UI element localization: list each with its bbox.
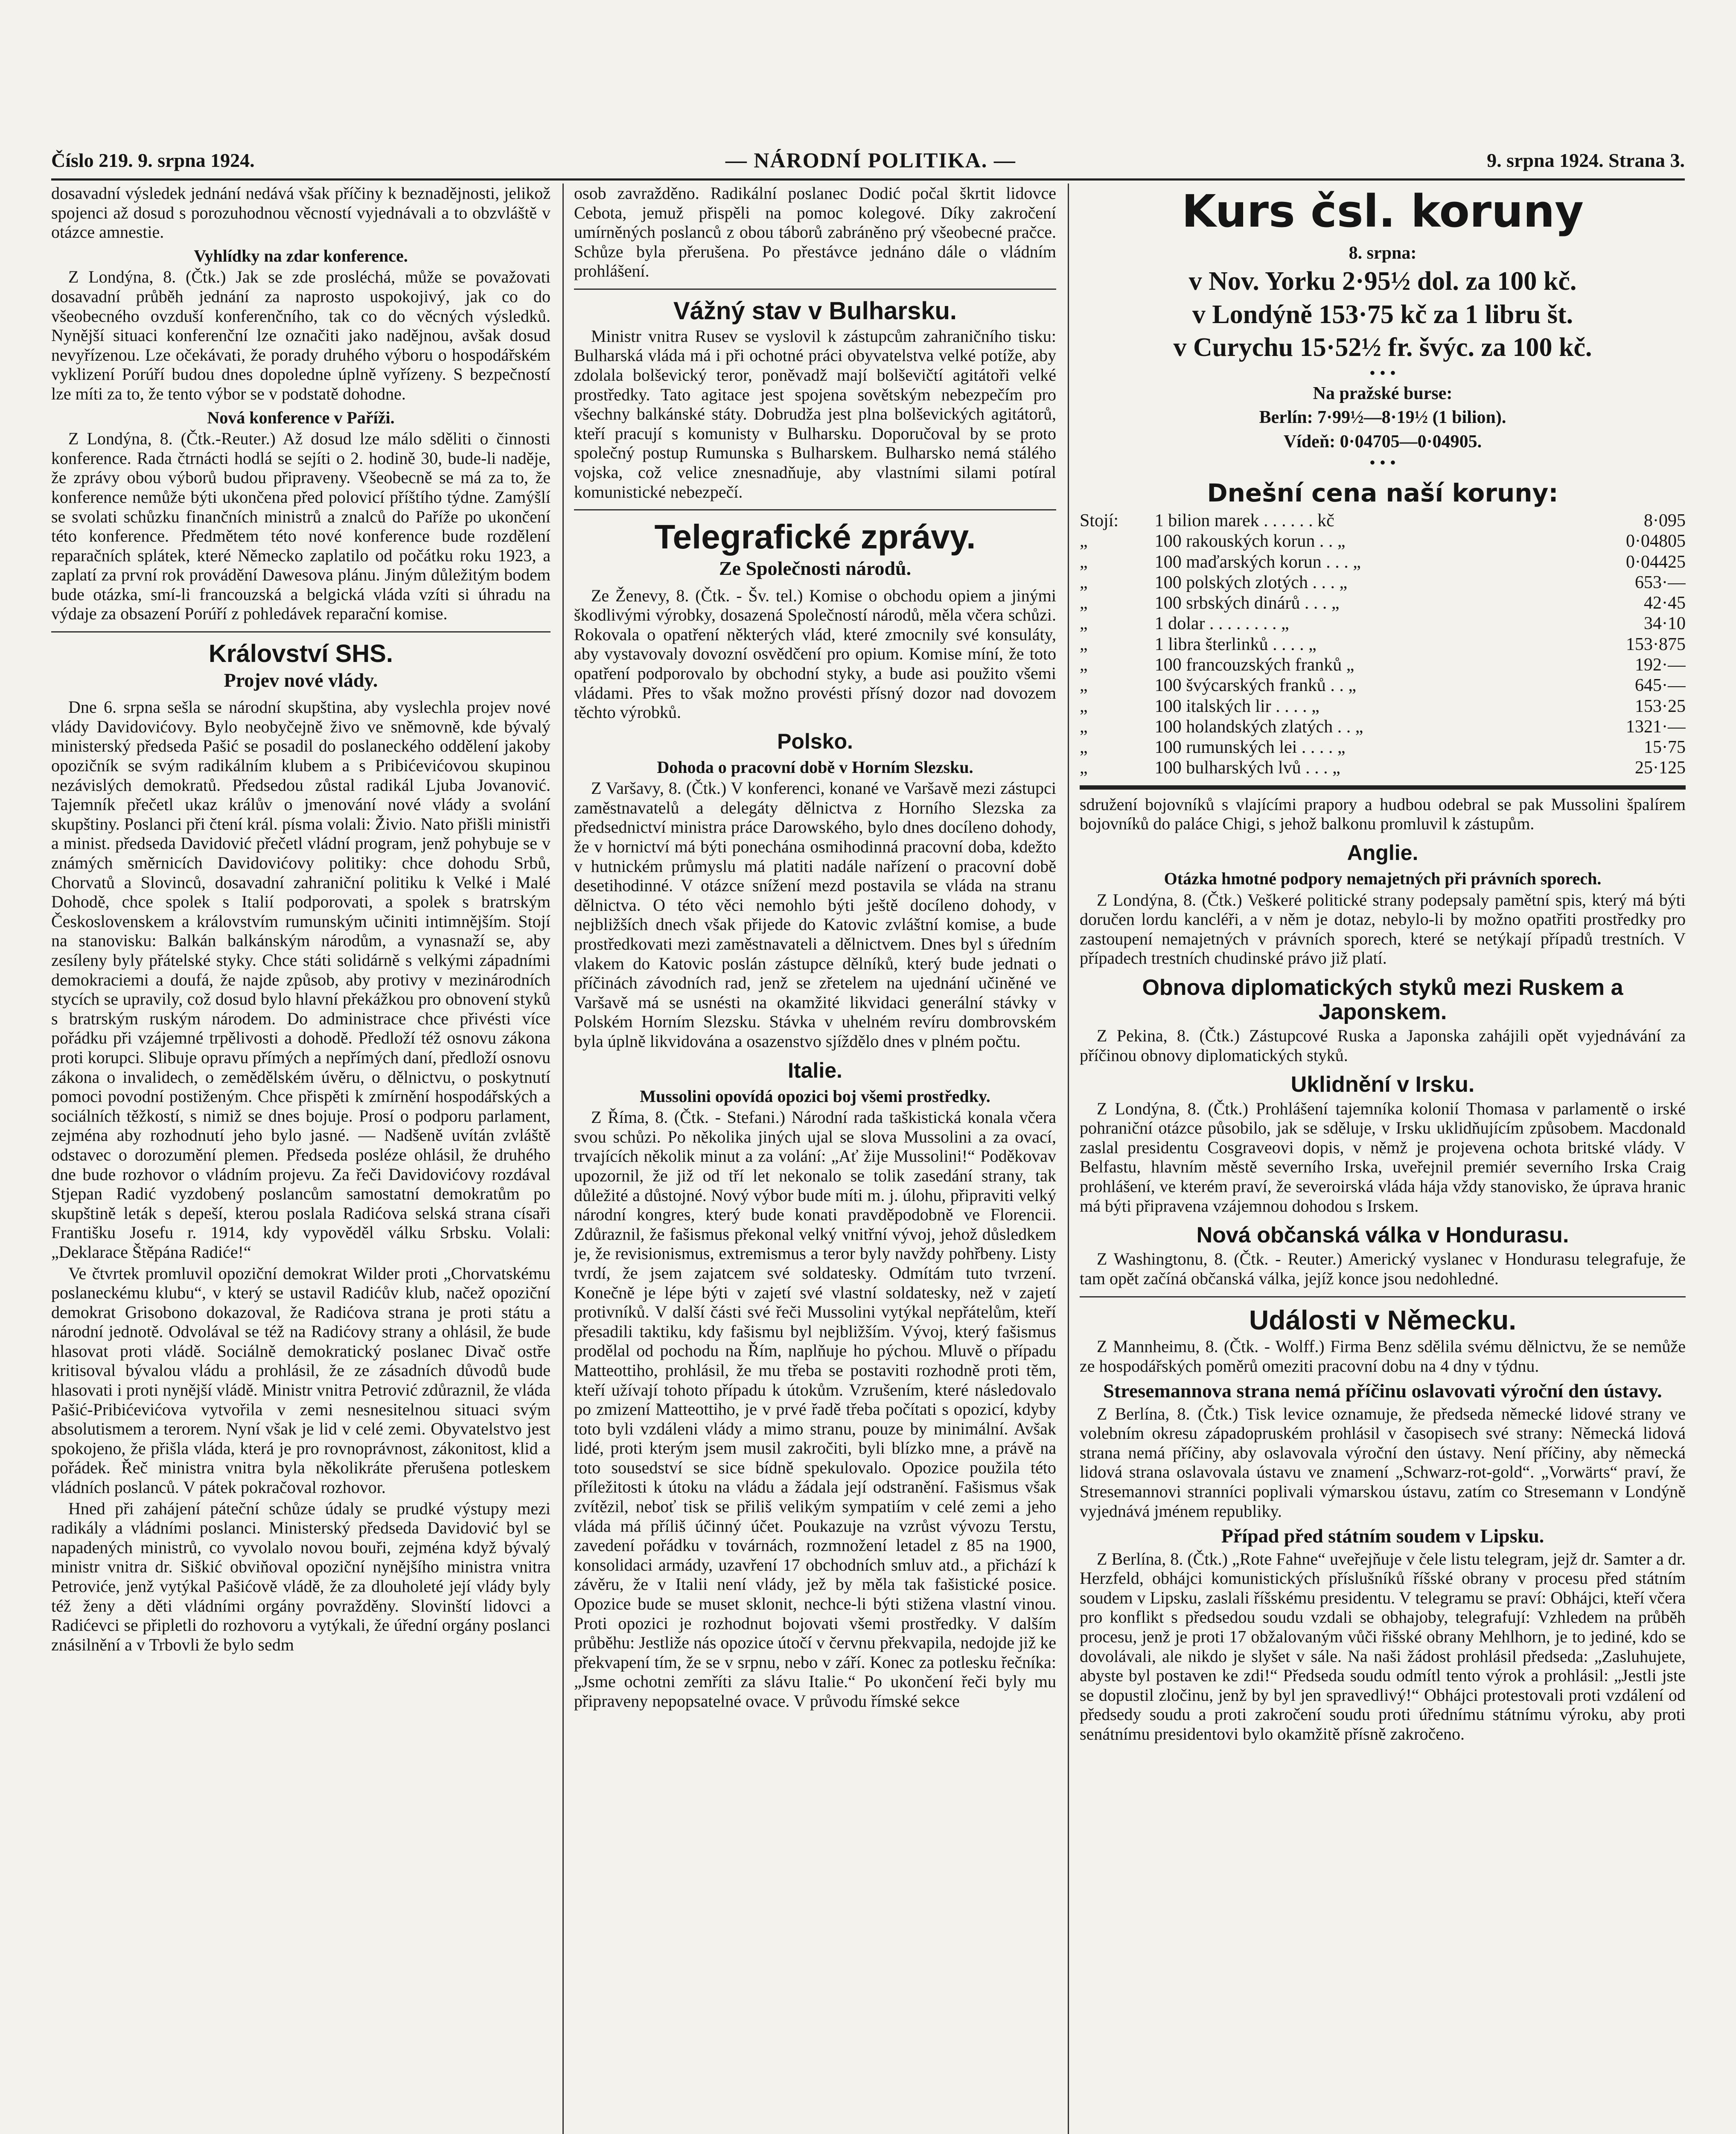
article-body: Z Varšavy, 8. (Čtk.) V konferenci, konané ve Varšavě mezi zástupci zaměstnavatelů a delegáty dělnictva z Horního Slezska za předsednictví ministra práce Darowského, bylo dnes docíleno dohody, že v hornictví má býti ponechána osmihodinná pracovní doba, kdežto v hutnickém průmyslu má platiti nadále nařízení o pracovní době desetihodinné. V otázce snížení mezd postavila se vláda na stranu dělnictva. O této věci nemohlo býti ještě docíleno dohody, v nejbližších dnech však přijede do Katovic zvláštní komise, a bude prostředkovati mezi zaměstnavateli a dělnictvem. Dnes byl s úředním vlakem do Katovic poslán zástupce dělníků, který bude jednati o příčinách závodních rad, jenž se zřetelem na ujednání učiněné ve Varšavě má se usnésti na okamžité likvidaci generální stávky v Polském Horním Slezsku. Stávka v uhelném revíru dombrovském byla úplně likvidována a osazenstvo sjíždělo dnes v plném počtu. [574,778,1056,1051]
rate-row [1080,675,1686,696]
rate-prefix: „ [1080,738,1088,758]
rate-prefix: „ [1080,758,1088,778]
rate-item: 100 bulharských lvů . . . „ [1154,758,1340,778]
section-heading: Události v Německu. [1249,1304,1516,1335]
rate-value: 0·04805 [1626,531,1686,551]
rate-value: 25·125 [1635,758,1686,778]
section-heading: Obnova diplomatických styků mezi Ruskem a Japonskem. [1142,975,1623,1025]
article-body: Z Berlína, 8. (Čtk.) Tisk levice oznamuje, že předseda německé lidové strany ve volebním okresu západopruském prohlásil v časopisech své strany: Německá lidová strana nemá příčiny, aby oslavovala výroční den ústavy. Není příčiny, aby německá lidová strana oslavovala ústavu ve znamení „Schwarz-rot-gold“. „Vorwärts“ praví, že Stresemannovi stranníci poplivali výmarskou ústavu, zatím co Stresemann v Londýně vyjednává jménem republiky. [1080,1404,1686,1521]
rate-value: 34·10 [1644,614,1686,634]
rate-value: 192·— [1635,655,1686,675]
article-continuation: sdružení bojovníků s vlajícími prapory a hudbou odebral se pak Mussolini špalírem bojovníků do paláce Chigi, s jehož balkonu promluvil k zástupům. [1080,794,1686,834]
currency-date: 8. srpna: [1349,243,1417,263]
article-heading: Vyhlídky na zdar konference. [194,246,408,265]
column-1 [51,184,551,2134]
section-heading: Italie. [788,1058,842,1082]
rate-prefix: „ [1080,572,1088,592]
article-body: Dne 6. srpna sešla se národní skupština, aby vyslechla projev nové vlády Davidovićovy. Bylo neobyčejně živo ve sněmovně, kde bývalý ministerský předseda Pašić se posadil do poslaneckého oddělení jakoby opozičník se svým radikálním klubem a s Pribićevićovou skupinou nezávislých demokratů. Předsedou zůstal radikál Ljuba Jovanović. Tajemník přečetl ukaz králův o jmenování nové vlády a svolání skupštiny. Poslanci při čtení král. písma volali: Živio. Nato přišli ministři a minist. předseda Davidović přečetl vládní program, jenž pohybuje se v známých směrnicích Davidovićovy politiky: chce dohodu Srbů, Chorvatů a Slovinců, dosavadní zahraniční politiku k Velké i Malé Dohodě, chce spolek s Italií podporovati, a spolek s bratrským Československem a královstvím rumunským učiniti intimnějším. Stojí na stanovisku: Balkán balkánským národům, a vynasnaží se, aby zesíleny byly přátelské styky. Chce státi solidárně s velkými západními demokraciemi a doufá, že najde způsob, aby protivy v mezinárodních stycích se upravily, což dosud bylo hlavní překážkou pro obnovení styků s bratrským ruským národem. Do administrace chce přivésti více pořádku při vzájemné trpělivosti a dohodě. Předloží též osnovu zákona proti korupci. Slibuje opravu přímých a nepřímých daní, předloží osnovu zákona o invalidech, o zemědělském úvěru, o dělnictvu, o poskytnutí pomoci povodní postiženým. Chce přispěti k zmírnění hospodářských a sociálních těžkostí, s nimiž se dnes bojuje. Prosí o podporu parlament, zejména aby rozhodnutí jeho bylo jasné. — Nadšeně uvítán zvláště odstavec o dorozumění plemen. Předseda posléze ohlásil, že druhého dne bude rozhovor o vládním projevu. Za řeči Davidovićovy rozdával Stjepan Radić vyzdobený poslancům samostatní demokratům po skupštině leták s depeší, kterou poslala Radićova selská strana císaři Františku Josefu r. 1914, kdy vypověděl válku Srbsku. Volali: „Deklarace Štěpána Radiće!“ [51,697,551,1262]
article-body: Z Washingtonu, 8. (Čtk. - Reuter.) Americký vyslanec v Hondurasu telegrafuje, že tam opět začíná občanská válka, jejíž konce jsou nedohledné. [1080,1249,1686,1289]
section-heading: Telegrafické zprávy. [654,518,976,556]
rate-value: 153·25 [1635,696,1686,716]
rate-prefix: „ [1080,676,1088,696]
rate-prefix: „ [1080,717,1088,737]
rate-prefix: „ [1080,634,1088,654]
rate-row [1080,531,1686,551]
crown-value-title: Dnešní cena naší koruny: [1207,478,1558,507]
rate-value: 42·45 [1644,593,1686,613]
rate-item: 1 libra šterlinků . . . . „ [1154,634,1317,654]
currency-box-title: Kurs čsl. koruny [1181,185,1584,237]
page-header [51,145,1685,175]
rate-row [1080,634,1686,655]
column-3 [1080,184,1686,2134]
rate-berlin: Berlín: 7·99½—8·19½ (1 bilion). [1259,408,1506,428]
article-body: Ve čtvrtek promluvil opoziční demokrat Wilder proti „Chorvatskému poslaneckému klubu“, v který se ustavil Radićův klub, načež opoziční demokrat Grisobono dokazoval, že Radićova strana je proti státu a národní jednotě. Odvolával se též na Radićovy strany a ohlásil, že bude hlasovat proti vládě. Sociálně demokratický poslanec Divač ostře kritisoval bývalou vládu a prohlásil, že ze zásadních důvodů bude hlasovati i proti nynější vládě. Ministr vnitra Petrović zdůraznil, že vláda Pašić-Pribićevićova vytvořila v zemi nesnesitelnou situaci svým absolutismem a terorem. Nyní však je lid v celé zemi. Obyvatelstvo jest spokojeno, že přišla vláda, která je pro rovnoprávnost, zákonitost, klid a pořádek. Řeč ministra vnitra byla několikráte přerušena potleskem vládních poslanců. V pátek pokračoval rozhovor. [51,1263,551,1497]
rate-value: 153·875 [1626,634,1686,654]
article-body: Z Pekina, 8. (Čtk.) Zástupcové Ruska a Japonska zahájili opět vyjednávání za příčinou obnovy diplomatických styků. [1080,1026,1686,1065]
article-body: Z Říma, 8. (Čtk. - Stefani.) Národní rada taškistická konala včera svou schůzi. Po několika jiných ujal se slova Mussolini a za ovací, trvajících několik minut a za volání: „Ať žije Mussolini!“ Poděkovav upozornil, že již od tří let nekonalo se tolik zasedání strany, tak důležité a důstojné. Nový výbor bude míti m. j. úlohu, připraviti velký národní kongres, který bude konati pravděpodobně ve Florencii. Zdůraznil, že fašismus překonal velký vnitřní vývoj, jehož důsledkem je, že revisionismus, extremismus a teror byly navždy pohřbeny. Listy tvrdí, že jsem zajatcem své soldatesky. Odmítám tuto tvrzení. Konečně je lépe býti v zajetí své vlastní soldatesky, než v zajetí protivníků. V další části své řeči Mussolini vytýkal nepřátelům, kteří přesadili taktiku, kdy fašismu byl nejbližším. Vývoj, který fašismus prodělal od pochodu na Řím, naplňuje ho pýchou. Mluvě o případu Matteottiho, prohlásil, že mu třeba se postaviti rozhodně proti těm, kteří užívají tohoto případu k útokům. Vzrušením, které následovalo po zmizení Matteottiho, je v prvé řadě třeba počítati s opozicí, kdyby toto byli vzdáleni vlády a mimo stranu, pouze by minimální. Avšak lidé, proti kterým jsem musil zakročiti, byli blízko mne, a právě na toto sousedství se sice bídně spekulovalo. Opozice použila této příležitosti k útoku na vládu a žádala její odstranění. Fašismus však zvítězil, neboť tisk se přiliš velikým sympatiím v celé zemi a jeho vláda má příliš účinný účet. Poukazuje na vzrůst vývozu Terstu, zavedení pořádku v továrnách, rozmnožení letadel z 85 na 1900, konsolidaci armády, uzavření 17 obchodních smluv atd., a přichází k závěru, že v Italii není vlády, jež by měla tak fašistické posice. Opozice bude se muset sklonit, nechce-li býti stižena vlastní vinou. Proti opozici je rozhodnut bojovati všemi prostředky. V dalším průběhu: Jestliže nás opozice útočí v červnu překvapila, nedojde již ke překvapení tím, že se v srpnu, nebo v září. Konec za potlesku řečníka: „Jsme ochotni zemříti za slávu Italie.“ Po ukončení řeči byly mu připraveny nepopsatelné ovace. V průvodu římské sekce [574,1108,1056,1711]
rate-prefix: „ [1080,531,1088,551]
rate-item: 100 italských lir . . . . „ [1154,696,1319,716]
rate-row [1080,696,1686,717]
header-rule [51,178,1685,181]
rate-item: 100 francouzských franků „ [1154,655,1354,675]
page-number: 9. srpna 1924. Strana 3. [1487,149,1685,171]
separator-dots: • • • [1369,363,1396,382]
rate-row [1080,510,1686,531]
prague-exchange-label: Na pražské burse: [1313,383,1453,403]
rate-value: 0·04425 [1626,552,1686,572]
article-subheading: Projev nové vlády. [224,669,378,691]
section-heading: Nová občanská válka v Hondurasu. [1196,1223,1569,1248]
rate-row [1080,593,1686,613]
section-heading: Uklidnění v Irsku. [1290,1072,1475,1097]
rate-item: 100 maďarských korun . . . „ [1154,552,1361,572]
rate-value: 8·095 [1644,510,1686,531]
section-heading: Království SHS. [209,640,393,668]
rate-prefix: Stojí: [1080,510,1119,531]
rate-value: 1321·— [1626,717,1686,737]
article-heading: Nová konference v Paříži. [207,408,395,427]
section-heading: Anglie. [1347,840,1419,865]
section-rule [574,289,1056,290]
article-body: Ministr vnitra Rusev se vyslovil k zástupcům zahraničního tisku: Bulharská vláda má i při ochotné práci obyvatelstva velké potíže, aby zdolala bolševický teror, poněvadž mají bolševičtí agitátoři velké prostředky. Tato agitace jest spojena sovětským nebezpečím pro všechny balkánské státy. Dobrudža jest plna bolševických agitátorů, kteří pracují s komunisty v Bulharsku. Doporučoval by se proto společný postup Rumunska s Bulharskem. Bulharsko nemá stálého vojska, což velice znesnadňuje, aby vlastními silami potíral komunistické nebezpečí. [574,326,1056,501]
article-body: Z Mannheimu, 8. (Čtk. - Wolff.) Firma Benz sdělila svému dělnictvu, že se nemůže ze hospodářských poměrů omeziti pracovní dobu na 4 dny v týdnu. [1080,1337,1686,1376]
rate-item: 1 bilion marek . . . . . . kč [1154,510,1334,531]
rate-new-york: v Nov. Yorku 2·95½ dol. za 100 kč. [1188,267,1577,296]
section-rule [1080,1296,1686,1297]
article-subheading: Otázka hmotné podpory nemajetných při právních sporech. [1164,869,1602,888]
column-divider [1068,184,1069,2134]
column-2 [574,184,1056,2134]
article-body: Z Londýna, 8. (Čtk.) Jak se zde prosléchá, může se považovati dosavadní průběh jednání za naprosto uspokojivý, jak co do všeobecného ovzduší konferenčního, tak co do věcných výsledků. Nynější situaci konferenční lze označiti jako nadějnou, avšak dosud nevyřízenou. Lze očekávati, že porady druhého výboru o hospodářském vyklizení Porúří budou dnes dopoledne úplně vyřízeny. S bezpečností lze míti za to, že tento výbor se v podstatě dohodne. [51,267,551,403]
article-body: Z Londýna, 8. (Čtk.) Veškeré politické strany podepsaly pamětní spis, který má býti doručen lordu kancléři, a v něm je dotaz, nebylo-li by možno opatřiti prostředky pro zastoupení nemajetných v právních sporech, které se netýkají případů trestních. V případech trestních chudinské právo již platí. [1080,890,1686,968]
separator-dots: • • • [1369,452,1396,472]
rate-row [1080,737,1686,758]
rate-value: 653·— [1635,572,1686,592]
rate-row [1080,758,1686,778]
rate-prefix: „ [1080,655,1088,675]
masthead: — NÁRODNÍ POLITIKA. — [725,148,1016,172]
article-body: Ze Ženevy, 8. (Čtk. - Šv. tel.) Komise o obchodu opiem a jinými škodlivými výrobky, dosazená Společností národů, měla včera schůzi. Rokovala o opatření některých vlád, které zmocnily své konsuláty, aby vystavovaly dovozní osvědčení pro opium. Komise míní, že toto opatření podporovalo by obchodní styky, a bude asi použito všemi vládami. Přes to však možno provésti přísný dozor nad dovozem těchto výrobků. [574,586,1056,722]
rate-zurich: v Curychu 15·52½ fr. švýc. za 100 kč. [1173,333,1592,362]
rate-prefix: „ [1080,614,1088,634]
exchange-rate-table [1080,510,1686,778]
rate-item: 1 dolar . . . . . . . . „ [1154,614,1289,634]
rate-row [1080,717,1686,737]
rate-item: 100 polských zlotých . . . „ [1154,572,1348,592]
rate-item: 100 rumunských lei . . . . „ [1154,738,1346,758]
article-body: Z Londýna, 8. (Čtk.) Prohlášení tajemníka kolonií Thomasa v parlamentě o irské pohraniční otázce působilo, jak se sděluje, v Irsku uklidňujícím způsobem. Macdonald zaslal presidentu Cosgraveovi dopis, v němž je projevena ochota britské vlády. V Belfastu, hlavním městě severního Irska, uveřejnil premiér severního Irska Craig prohlášení, ve kterém praví, že severoirská vláda hája vždy stanovisko, že úprava hranic má býti připravena vzájemnou dohodou s Irskem. [1080,1099,1686,1216]
rate-row [1080,655,1686,675]
rate-value: 15·75 [1644,738,1686,758]
rate-value: 645·— [1635,676,1686,696]
article-subheading: Ze Společnosti národů. [719,557,912,580]
article-continuation: dosavadní výsledek jednání nedává však příčiny k beznadějnosti, jelikož spojenci až dosud s porozuhodnou věcností vyjednávali a to obzvláště v otázce amnestie. [51,184,551,242]
issue-number: Číslo 219. 9. srpna 1924. [51,149,255,171]
section-heading: Vážný stav v Bulharsku. [673,297,957,325]
rate-row [1080,613,1686,634]
article-continuation: osob zavražděno. Radikální poslanec Dodić počal škrtit lidovce Cebota, jemuž přispěli na pomoc kolegové. Díky zakročení umírněných poslanců z obou táborů zabráněno prý všeobecné pračce. Schůze byla přerušena. Po přestávce jednáno dále o vládním prohlášení. [574,184,1056,281]
rate-prefix: „ [1080,696,1088,716]
rate-prefix: „ [1080,593,1088,613]
rate-row [1080,572,1686,593]
box-bottom-rule [1080,785,1686,790]
section-rule [51,631,551,633]
article-body: Hned při zahájení páteční schůze údaly se prudké výstupy mezi radikály a vládními poslanci. Ministerský předseda Davidović byl se napadených ministrů, co vyvolalo novou bouři, zejména když bývalý ministr vnitra dr. Siškić obviňoval opoziční nynějšího ministra vnitra Petroviće, jenž vytýkal Pašićově vládě, že za dlouholeté její vlády byly též ženy a děti vládními orgány povražděny. Slovinští lidovci a Radićevci se připletli do rozhovoru a vytýkali, že úřední orgány poslanci znásilnění a v Trbovli že bylo sedm [51,1498,551,1654]
section-rule [574,509,1056,510]
section-heading: Polsko. [777,729,853,753]
rate-item: 100 srbských dinárů . . . „ [1154,593,1340,613]
rate-item: 100 holandských zlatých . . „ [1154,717,1363,737]
article-subheading: Mussolini opovídá opozici boj všemi prostředky. [640,1086,990,1106]
rate-item: 100 rakouských korun . . „ [1154,531,1346,551]
article-subheading: Dohoda o pracovní době v Horním Slezsku. [657,757,973,777]
article-heading: Případ před státním soudem v Lipsku. [1221,1525,1544,1547]
article-body: Z Londýna, 8. (Čtk.-Reuter.) Až dosud lze málo sděliti o činnosti konference. Rada čtrnácti hodlá se sejíti o 2. hodině 30, bude-li naděje, že zprávy obou výborů budou připraveny. Všeobecně se má za to, že konference nemůže býti ukončena před polovicí příštího týdne. Zamýšlí se svolati schůzku finančních ministrů a znalců do Paříže po ukončení této konference. Předmětem této nové konference bude rozdělení reparačních splátek, které Německo zaplatilo od počátku roku 1923, a zaplatí za první rok provádění Dawesova plánu. Jiným důležitým bodem bude otázka, smí-li francouzská a belgická vláda vzíti si úhradu na výdaje za obsazení Porúří z pohledávek reparační komise. [51,429,551,624]
article-heading: Stresemannova strana nemá příčinu oslavovati výroční den ústavy. [1103,1380,1662,1402]
column-divider [562,184,564,2134]
rate-london: v Londýně 153·75 kč za 1 libru št. [1192,300,1573,329]
rate-vienna: Vídeň: 0·04705—0·04905. [1283,432,1482,452]
rate-row [1080,552,1686,572]
rate-prefix: „ [1080,552,1088,572]
rate-item: 100 švýcarských franků . . „ [1154,676,1357,696]
article-body: Z Berlína, 8. (Čtk.) „Rote Fahne“ uveřejňuje v čele listu telegram, jejž dr. Samter a dr. Herzfeld, obhájci komunistických příslušníků říšské obrany v procesu před státním soudem v Lipsku, zaslali říšskému presidentu. V telegramu se praví: Obhájci, kteří včera pro konflikt s předsedou soudu vzdali se obhajoby, telegrafují: Vzhledem na průběh procesu, jenž je proti 17 obžalovaným vůči řišské obrany Mehlhorn, je to jediné, kdo se dovolávali, ale nikdo je slyšet v sále. Na naši žádost prohlásil předseda: „Zasluhujete, abyste byl postaven ke zdi!“ Předseda soudu odmítl tento výrok a prohlásil: „Jestli jste se dopustil zločinu, jenž by byl jen spravedlivý!“ Obhájci protestovali proti vzdálení od předsedy soudu a proti zakročení soudu proti úřednímu státnímu výroku, aby proti senátnímu presidentovi bylo okamžitě přísně zakročeno. [1080,1549,1686,1743]
